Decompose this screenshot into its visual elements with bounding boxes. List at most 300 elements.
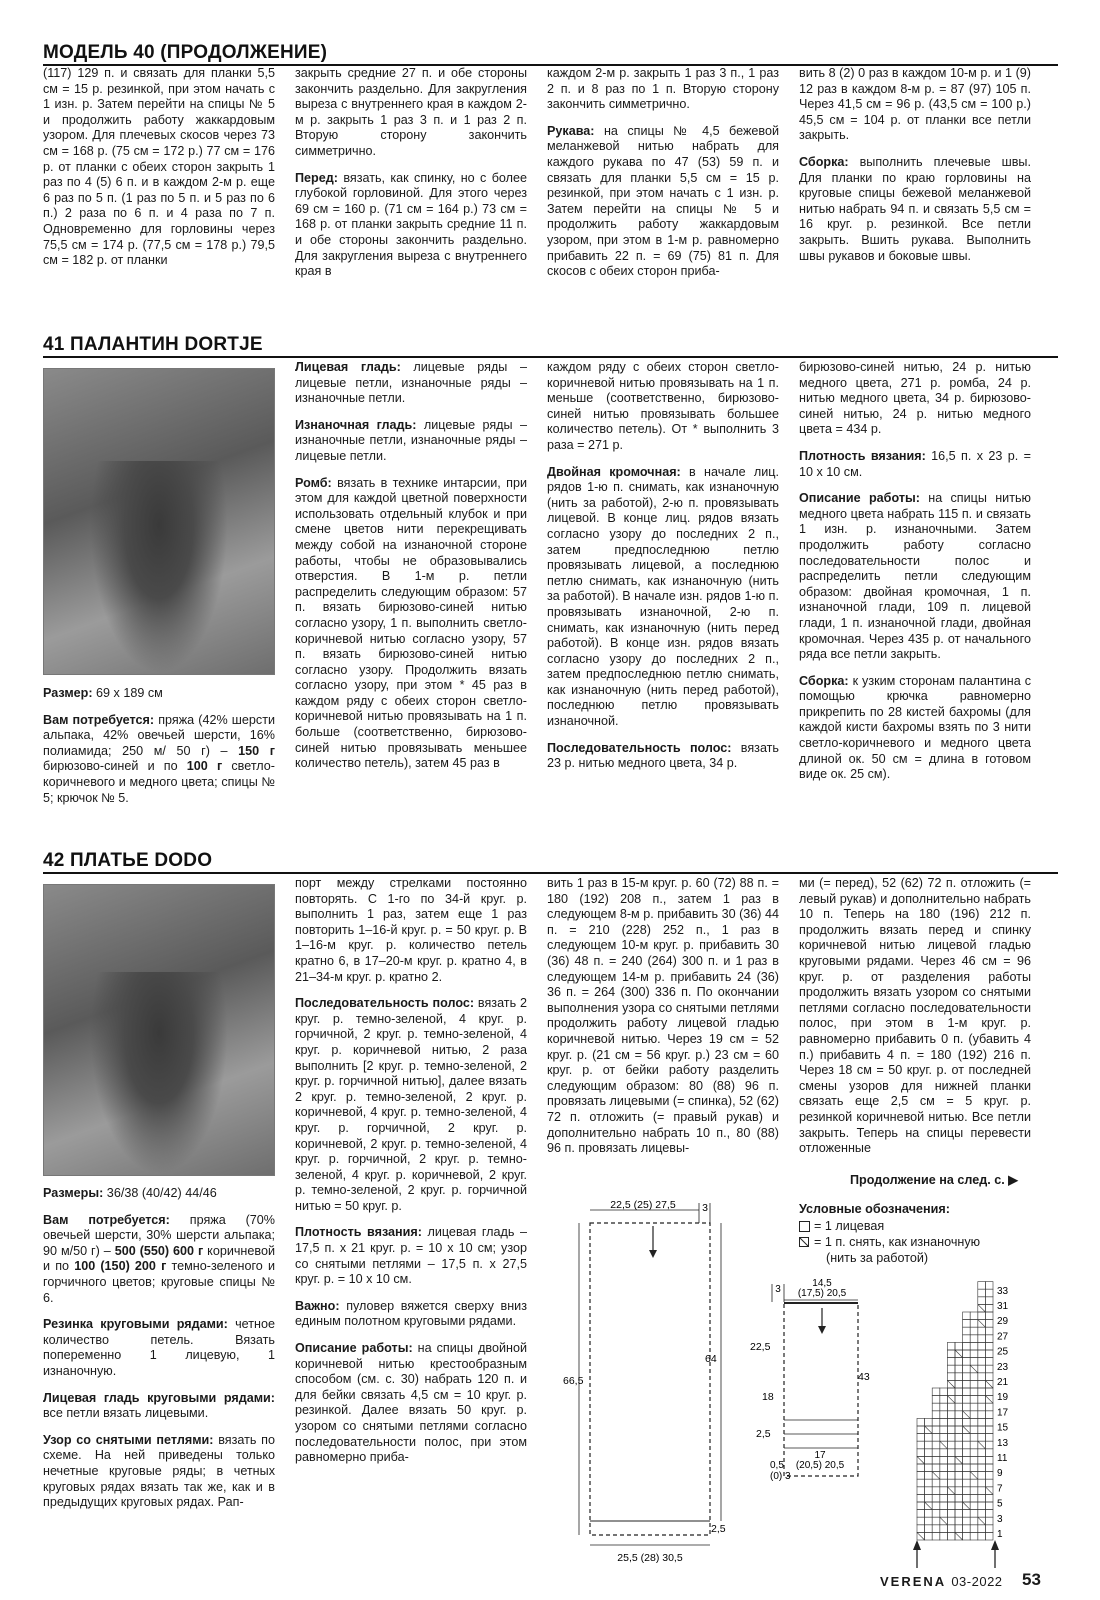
chart-row-label: 29 — [997, 1316, 1009, 1328]
chart-row-label: 21 — [997, 1377, 1009, 1388]
chart-cell — [985, 1373, 993, 1381]
chart-row-label: 13 — [997, 1437, 1009, 1449]
chart-cell — [963, 1532, 971, 1540]
chart-slip-mark — [970, 1472, 978, 1480]
chart-cell — [963, 1456, 971, 1464]
chart-cell — [955, 1365, 963, 1373]
chart-cell — [932, 1487, 940, 1495]
chart-cell — [978, 1297, 986, 1305]
body-schematic — [555, 1198, 755, 1568]
model40-assembly-text: выполнить плечевые швы. Для планки по краю горловины на круговые спицы бежевой меланжевой нитью набрать 94 п. и связать 5,5 см = 16 круг. р. резинкой. Все петли закрыть. Вшить рукава. Выполнить швы рукавов и боковые швы. — [799, 154, 1031, 263]
chart-cell — [978, 1289, 986, 1297]
chart-cell — [985, 1510, 993, 1518]
chart-cell — [978, 1350, 986, 1358]
chart-cell — [955, 1472, 963, 1480]
model42-col3 — [547, 876, 779, 1168]
chart-cell — [947, 1373, 955, 1381]
chart-cell — [985, 1282, 993, 1290]
chart-cell — [963, 1434, 971, 1442]
sleeve-left-label3: 2,5 — [756, 1428, 771, 1440]
sleeve-left-label1: 22,5 — [750, 1341, 771, 1353]
model40-col4 — [799, 66, 1031, 275]
chart-cell — [940, 1464, 948, 1472]
chart-cell — [978, 1456, 986, 1464]
chart-cell — [970, 1388, 978, 1396]
chart-cell — [955, 1380, 963, 1388]
chart-cell — [970, 1358, 978, 1366]
chart-cell — [925, 1479, 933, 1487]
sleeve-top-l-label: 3 — [775, 1284, 781, 1295]
chart-cell — [985, 1365, 993, 1373]
model42-c2-text1: вязать 2 круг. р. темно-зеленой, 4 круг. р. горчичной, 2 круг. р. темно-зеленой, 4 круг. р. коричневой нитью, 2 раза выполнить [2 круг. р. темно-зеленой, 2 круг. р. горчичной нитью], далее вязать 2 круг. р. темно-зеленой, 2 круг. р. коричневой, 4 круг. р. темно-зеленой, 4 круг. р. горчичной, 2 круг. р. коричневой, 2 круг. р. темно-зеленой, 4 круг. р. горчичной, 2 круг. р. темно-зеленой, 4 круг. р. коричневой, 2 круг. р. темно-зеленой, 2 круг. р. горчичной нитью = 50 круг. р. — [295, 996, 527, 1213]
model42-c4-text0: ми (= перед), 52 (62) 72 п. отложить (= левый рукав) и дополнительно набрать 10 п. Теперь на 180 (196) 212 п. продолжить вязать перед и спинку коричневой нитью лицевой гладью круговыми рядами. Через 46 см = 96 круг. р. от разделения работы продолжить вязать узором со снятыми петлями согласно последовательности полос, при этом в 1-м круг. р. равномерно прибавить 0 п. (убавить 4 п.) прибавить 4 п. = 180 (192) 216 п. Через 18 см = 50 круг. р. от последней смены узоров для нижней планки связать еще 2,5 см = 5 круг. р. резинкой коричневой нитью. Все петли закрыть. Теперь на спицы перевести отложенные — [799, 876, 1031, 1156]
model42-title: 42 ПЛАТЬЕ DODO — [43, 850, 213, 871]
chart-cell — [932, 1388, 940, 1396]
chart-cell — [978, 1380, 986, 1388]
chart-cell — [925, 1472, 933, 1480]
chart-cell — [970, 1380, 978, 1388]
model41-need-2: бирюзово-синей и по — [43, 759, 187, 774]
chart-cell — [940, 1479, 948, 1487]
model40-col2a-text: закрыть средние 27 п. и обе стороны закончить раздельно. Для закругления выреза с внутреннего края в каждом 2-м р. закрыть 1 раз 3 п. и 1 раз 2 п. Вторую сторону закончить симметрично. — [295, 66, 527, 158]
chart-slip-mark — [963, 1411, 971, 1419]
model41-col1 — [43, 686, 275, 817]
chart-slip-mark — [978, 1304, 986, 1312]
chart-cell — [947, 1456, 955, 1464]
chart-cell — [932, 1479, 940, 1487]
chart-cell — [940, 1418, 948, 1426]
chart-cell — [963, 1464, 971, 1472]
chart-cell — [963, 1472, 971, 1480]
chart-cell — [955, 1487, 963, 1495]
chart-cell — [963, 1396, 971, 1404]
chart-cell — [940, 1487, 948, 1495]
model41-c2-text1: лицевые ряды – лицевые петли, изнаночные ряды – изнаночные петли. — [295, 360, 527, 406]
chart-cell — [978, 1449, 986, 1457]
chart-cell — [955, 1373, 963, 1381]
chart-cell — [947, 1472, 955, 1480]
chart-cell — [985, 1456, 993, 1464]
chart-cell — [978, 1426, 986, 1434]
chart-cell — [932, 1517, 940, 1525]
chart-cell — [985, 1472, 993, 1480]
model42-c2-label1: Последовательность полос: — [295, 996, 475, 1011]
chart-cell — [985, 1517, 993, 1525]
chart-cell — [963, 1510, 971, 1518]
stitch-chart-grid — [917, 1282, 993, 1540]
chart-cell — [955, 1403, 963, 1411]
chart-cell — [978, 1373, 986, 1381]
chart-cell — [978, 1418, 986, 1426]
chart-cell — [978, 1403, 986, 1411]
chart-cell — [985, 1388, 993, 1396]
chart-cell — [917, 1510, 925, 1518]
chart-cell — [925, 1494, 933, 1502]
model40-col4a-text: вить 8 (2) 0 раз в каждом 10-м р. и 1 (9) 12 раз в каждом 8-м р. = 87 (97) 105 п. Через 41,5 см = 96 р. (43,5 см = 100 р.) 45,5 см = 104 р. от планки все петли закрыть. — [799, 66, 1031, 143]
chart-cell — [947, 1517, 955, 1525]
chart-cell — [970, 1487, 978, 1495]
chart-cell — [947, 1358, 955, 1366]
chart-cell — [978, 1494, 986, 1502]
chart-cell — [985, 1532, 993, 1540]
chart-cell — [925, 1449, 933, 1457]
chart-cell — [940, 1472, 948, 1480]
chart-cell — [985, 1342, 993, 1350]
model41-rule — [43, 356, 1058, 358]
stitch-chart — [905, 1278, 1025, 1578]
chart-row-label: 9 — [997, 1468, 1003, 1480]
model40-col2 — [295, 66, 527, 291]
chart-cell — [947, 1441, 955, 1449]
model41-col2 — [295, 360, 527, 783]
chart-row-label: 23 — [997, 1361, 1009, 1373]
chart-cell — [963, 1358, 971, 1366]
chart-cell — [955, 1494, 963, 1502]
model42-st-label: Лицевая гладь круговыми рядами: — [43, 1390, 275, 1405]
sleeve-bottom-label: 17 — [814, 1450, 826, 1461]
chart-cell — [955, 1502, 963, 1510]
chart-cell — [985, 1479, 993, 1487]
chart-cell — [970, 1464, 978, 1472]
model41-need-3: светло-коричневого и медного цвета; спицы № 5; крючок № 5. — [43, 759, 275, 805]
chart-cell — [978, 1472, 986, 1480]
chart-cell — [985, 1494, 993, 1502]
sleeve-top-label: 14,5 — [812, 1278, 832, 1289]
chart-cell — [963, 1350, 971, 1358]
chart-slip-mark — [925, 1502, 933, 1510]
chart-cell — [917, 1502, 925, 1510]
chart-cell — [932, 1525, 940, 1533]
model41-need-label: Вам потребуется: — [43, 712, 155, 727]
chart-cell — [947, 1350, 955, 1358]
chart-cell — [917, 1472, 925, 1480]
model42-rule — [43, 872, 1058, 874]
footer-magazine — [880, 1574, 1003, 1589]
chart-cell — [955, 1479, 963, 1487]
chart-slip-mark — [970, 1365, 978, 1373]
chart-cell — [925, 1418, 933, 1426]
chart-cell — [947, 1502, 955, 1510]
chart-cell — [978, 1327, 986, 1335]
chart-cell — [985, 1320, 993, 1328]
model41-need-1: пряжа (42% шерсти альпака, 42% овечьей шерсти, 16% полиамида; 250 м/ 50 г) – — [43, 712, 276, 758]
chart-cell — [970, 1411, 978, 1419]
page-number: 53 — [1022, 1570, 1041, 1589]
chart-cell — [985, 1289, 993, 1297]
legend-item-slip — [799, 1235, 980, 1249]
sleeve-arrow-icon — [818, 1326, 826, 1334]
chart-slip-mark — [985, 1487, 993, 1495]
chart-cell — [970, 1456, 978, 1464]
model40-title: МОДЕЛЬ 40 (ПРОДОЛЖЕНИЕ) — [43, 42, 328, 63]
model41-title: 41 ПАЛАНТИН DORTJE — [43, 334, 263, 355]
chart-cell — [970, 1502, 978, 1510]
chart-cell — [978, 1335, 986, 1343]
chart-cell — [917, 1487, 925, 1495]
chart-cell — [917, 1441, 925, 1449]
chart-cell — [940, 1388, 948, 1396]
model41-need-b2: 100 г — [186, 759, 223, 774]
model41-c4-text0: бирюзово-синей нитью, 24 р. нитью медного цвета, 271 р. ромба, 24 р. нитью медного цвета, 34 р. бирюзово-синей нитью, 24 р. нитью медного цвета = 434 р. — [799, 360, 1031, 437]
chart-cell — [917, 1517, 925, 1525]
chart-slip-mark — [917, 1532, 925, 1540]
chart-cell — [978, 1510, 986, 1518]
model40-col1 — [43, 66, 275, 280]
chart-arrow-left-icon — [913, 1540, 921, 1550]
chart-cell — [947, 1449, 955, 1457]
chart-cell — [940, 1396, 948, 1404]
chart-cell — [985, 1525, 993, 1533]
model41-size-label: Размер: — [43, 686, 93, 700]
chart-row-label: 17 — [997, 1407, 1009, 1419]
chart-cell — [932, 1502, 940, 1510]
chart-cell — [955, 1441, 963, 1449]
chart-cell — [940, 1525, 948, 1533]
stitch-chart-row-labels — [997, 1286, 1009, 1540]
chart-cell — [940, 1456, 948, 1464]
model42-c2-label2: Плотность вязания: — [295, 1225, 422, 1240]
chart-cell — [978, 1365, 986, 1373]
model42-need-b1: 500 (550) 600 г — [114, 1243, 204, 1258]
chart-cell — [917, 1525, 925, 1533]
chart-cell — [947, 1464, 955, 1472]
chart-cell — [940, 1403, 948, 1411]
chart-cell — [978, 1525, 986, 1533]
chart-cell — [963, 1494, 971, 1502]
chart-slip-mark — [947, 1487, 955, 1495]
model42-sl-text: вязать по схеме. На ней приведены только нечетные круговые ряды; в четных круговых рядах вязать так же, как и в предыдущих круговых рядах. Рап- — [43, 1432, 275, 1510]
chart-cell — [985, 1335, 993, 1343]
model41-c3-text2: вязать 23 р. нитью медного цвета, 34 р. — [547, 740, 779, 771]
legend-slip-text: = 1 п. снять, как изнаночную — [814, 1235, 981, 1249]
chart-cell — [940, 1449, 948, 1457]
chart-cell — [963, 1365, 971, 1373]
chart-cell — [955, 1464, 963, 1472]
chart-cell — [978, 1532, 986, 1540]
chart-row-label: 7 — [997, 1483, 1003, 1495]
model42-col1 — [43, 1186, 275, 1522]
model42-c2-label4: Описание работы: — [295, 1341, 413, 1356]
footer-issue: 03-2022 — [951, 1574, 1003, 1589]
chart-row-label: 1 — [997, 1529, 1003, 1540]
chart-cell — [963, 1525, 971, 1533]
model42-sizes-label: Размеры: — [43, 1186, 104, 1200]
chart-row-label: 27 — [997, 1331, 1009, 1343]
chart-slip-mark — [985, 1396, 993, 1404]
chart-cell — [947, 1532, 955, 1540]
chart-cell — [970, 1373, 978, 1381]
chart-cell — [970, 1441, 978, 1449]
chart-cell — [932, 1456, 940, 1464]
chart-cell — [963, 1479, 971, 1487]
chart-cell — [963, 1327, 971, 1335]
chart-cell — [963, 1320, 971, 1328]
chart-cell — [978, 1464, 986, 1472]
sleeve-bl1-label: 0,5 — [770, 1460, 784, 1471]
footer-magazine-name: VERENA — [880, 1574, 946, 1589]
model41-col4 — [799, 360, 1031, 794]
legend-item-knit — [799, 1219, 884, 1233]
chart-cell — [932, 1449, 940, 1457]
chart-slip-mark — [940, 1441, 948, 1449]
model41-col3 — [547, 360, 779, 783]
body-right-label: 64 — [705, 1353, 717, 1365]
chart-cell — [963, 1487, 971, 1495]
chart-cell — [925, 1456, 933, 1464]
chart-row-label: 5 — [997, 1498, 1003, 1510]
chart-cell — [970, 1517, 978, 1525]
model40-sleeves-text: на спицы № 4,5 бежевой меланжевой нитью набрать для каждого рукава по 47 (53) 59 п. и связать для планки 5,5 см = 15 р. резинкой, при этом начать с 1 изн. р. Затем перейти на спицы № 5 и продолжить работу жаккардовым узором, при этом в 1-м р. равномерно прибавить 22 п. = 69 (75) 81 п. Для скосов с обеих сторон приба- — [547, 123, 779, 279]
model40-sleeves-label: Рукава: — [547, 123, 595, 138]
chart-cell — [970, 1449, 978, 1457]
model42-c2-text4: на спицы двойной коричневой нитью крестообразным способом (см. с. 30) набрать 120 п. и для бейки связать 4,5 см = 10 круг. р. резинкой. Далее вязать 50 круг. р. узором со снятыми петлями согласно последовательности полос, при этом равномерно приба- — [295, 1341, 527, 1465]
chart-cell — [963, 1441, 971, 1449]
body-bottom-label: 25,5 (28) 30,5 — [617, 1552, 683, 1564]
chart-cell — [970, 1532, 978, 1540]
chart-cell — [970, 1434, 978, 1442]
chart-cell — [947, 1525, 955, 1533]
chart-cell — [963, 1373, 971, 1381]
chart-cell — [940, 1510, 948, 1518]
chart-cell — [947, 1426, 955, 1434]
chart-cell — [970, 1403, 978, 1411]
chart-slip-mark — [955, 1532, 963, 1540]
chart-cell — [917, 1449, 925, 1457]
chart-row-label: 11 — [997, 1453, 1008, 1464]
chart-cell — [978, 1388, 986, 1396]
chart-cell — [932, 1441, 940, 1449]
body-band-label: 2,5 — [711, 1523, 726, 1535]
sleeve-schematic — [750, 1270, 910, 1570]
model42-c3-text0: вить 1 раз в 15-м круг. р. 60 (72) 88 п. = 180 (192) 208 п., затем 1 раз в следующем 8-м р. прибавить 30 (36) 44 п. = 210 (228) 252 п., 1 раз в следующем 10-м круг. р. прибавить 30 (36) 48 п. = 240 (264) 300 п. и 1 раз в следующем 14-м р. прибавить 24 (36) 36 п. = 264 (300) 336 п. По окончании выполнения узора со снятыми петлями продолжить работу лицевой гладью коричневой нитью. Через 19 см = 52 круг. р. (21 см = 56 круг. р.) 23 см = 60 круг. р. от бейки работу разделить следующим образом: 80 (88) 96 п. провязать лицевыми (= спинка), 52 (62) 72 п. отложить (= правый рукав) и дополнительно набрать 10 п., 80 (88) 96 п. провязать лицевы- — [547, 876, 779, 1156]
model41-c2-label1: Лицевая гладь: — [295, 360, 401, 374]
model40-front-text: вязать, как спинку, но с более глубокой горловиной. Для этого через 69 см = 160 р. (71 см = 164 р.) 73 см = 168 р. от планки закрыть средние 11 п. и обе стороны закончить раздельно. Для закругления выреза с внутреннего края в — [295, 170, 527, 279]
chart-cell — [947, 1510, 955, 1518]
chart-cell — [985, 1441, 993, 1449]
chart-cell — [947, 1403, 955, 1411]
chart-cell — [925, 1434, 933, 1442]
chart-cell — [970, 1327, 978, 1335]
chart-slip-mark — [940, 1517, 948, 1525]
chart-row-label: 15 — [997, 1422, 1009, 1434]
chart-cell — [985, 1312, 993, 1320]
chart-cell — [932, 1532, 940, 1540]
chart-cell — [970, 1525, 978, 1533]
chart-cell — [917, 1479, 925, 1487]
chart-cell — [963, 1312, 971, 1320]
chart-slip-mark — [917, 1456, 925, 1464]
chart-cell — [978, 1502, 986, 1510]
legend-knit-text: = 1 лицевая — [814, 1219, 885, 1233]
chart-cell — [978, 1479, 986, 1487]
chart-slip-mark — [947, 1396, 955, 1404]
chart-cell — [947, 1411, 955, 1419]
chart-cell — [947, 1365, 955, 1373]
chart-row-label: 33 — [997, 1285, 1009, 1297]
chart-slip-mark — [963, 1426, 971, 1434]
chart-cell — [925, 1441, 933, 1449]
model40-col3 — [547, 66, 779, 291]
chart-cell — [947, 1388, 955, 1396]
model40-col1-text: (117) 129 п. и связать для планки 5,5 см = 15 р. резинкой, при этом начать с 1 изн. р. Затем перейти на спицы № 5 и продолжить работу жаккардовым узором. Для плечевых скосов через 73 см = 168 р. (75 см = 172 р.) 77 см = 176 р. от планки с обеих сторон закрыть 1 раз по 4 (5) 6 п. и в каждом 2-м р. еще 6 раз по 5 п. (1 раз по 5 п. и 5 раз по 6 п.) 2 раза по 6 п. и 4 раза по 7 п. Одновременно для горловины через 75,5 см = 174 р. (77,5 см = 178 р.) 79,5 см = 182 р. от планки — [43, 66, 275, 268]
model42-need-b2: 100 (150) 200 г — [74, 1259, 167, 1274]
model41-size: 69 х 189 см — [92, 686, 163, 700]
continued-note: Продолжение на след. с. ▶ — [850, 1173, 1018, 1187]
model41-photo-figure — [90, 461, 228, 675]
chart-cell — [940, 1411, 948, 1419]
chart-row-label: 25 — [997, 1346, 1009, 1358]
chart-cell — [932, 1510, 940, 1518]
chart-cell — [985, 1403, 993, 1411]
chart-cell — [947, 1494, 955, 1502]
chart-cell — [917, 1434, 925, 1442]
model41-need-b1: 150 г — [238, 743, 275, 758]
chart-cell — [970, 1494, 978, 1502]
chart-cell — [985, 1426, 993, 1434]
chart-cell — [970, 1312, 978, 1320]
chart-cell — [963, 1403, 971, 1411]
model42-need-3: темно-зеленого и горчичного цветов; круговые спицы № 6. — [43, 1259, 275, 1305]
model42-c2-text2: лицевая гладь – 17,5 п. х 21 круг. р. = 10 х 10 см; узор со снятыми петлями – 17,5 п. х 27,5 круг. р. = 10 х 10 см. — [295, 1225, 527, 1287]
chart-cell — [925, 1487, 933, 1495]
chart-slip-mark — [978, 1517, 986, 1525]
model42-photo — [43, 884, 275, 1176]
chart-cell — [985, 1502, 993, 1510]
chart-cell — [985, 1297, 993, 1305]
chart-cell — [955, 1434, 963, 1442]
chart-cell — [970, 1350, 978, 1358]
chart-cell — [925, 1510, 933, 1518]
chart-cell — [970, 1396, 978, 1404]
chart-cell — [963, 1449, 971, 1457]
chart-cell — [917, 1418, 925, 1426]
body-top-r-label: 3 — [702, 1202, 708, 1214]
model40-front-label: Перед: — [295, 170, 338, 185]
chart-cell — [985, 1418, 993, 1426]
chart-cell — [955, 1418, 963, 1426]
chart-cell — [963, 1380, 971, 1388]
chart-cell — [985, 1304, 993, 1312]
model41-c4-text2: на спицы нитью медного цвета набрать 115 п. и связать 1 изн. р. изнаночными. Затем продолжить работу согласно последовательности полос и распределить петли следующим образом: двойная кромочная, 1 п. изнаночной глади, 109 п. лицевой глади, 1 п. изнаночной глади, двойная кромочная. Через 435 р. от начального ряда все петли закрыть. — [799, 491, 1031, 662]
chart-cell — [932, 1411, 940, 1419]
model42-rib-text: четное количество петель. Вязать попеременно 1 лицевую, 1 изнаночную. — [43, 1317, 275, 1378]
chart-slip-mark — [955, 1350, 963, 1358]
chart-cell — [947, 1418, 955, 1426]
model41-c2-text3: вязать в технике интарсии, при этом для каждой цветной поверхности использовать отдельный клубок и при смене цветов нити перекрещивать между собой на изнаночной стороне работы, чтобы не образовывались отверстия. В 1-м р. петли распределить следующим образом: 57 п. вязать бирюзово-синей нитью согласно узору, 1 п. выполнить светло-коричневой нитью согласно узору, 57 п. вязать бирюзово-синей нитью согласно узору. Продолжить вязать согласно узору, при этом * 45 раз в каждом ряду с обеих сторон светло-коричневой нитью провязывать на 1 п. больше (соответственно, бирюзово-синей нитью провязывать меньшее количество петель), затем 45 раз в — [295, 475, 527, 771]
chart-slip-mark — [932, 1472, 940, 1480]
legend-slip-icon — [799, 1237, 810, 1248]
chart-cell — [978, 1487, 986, 1495]
chart-slip-mark — [955, 1456, 963, 1464]
model41-c3-text0: каждом ряду с обеих сторон светло-коричневой нитью провязывать на 1 п. меньше (соответственно, бирюзово-синей нитью провязывать большее количество петель). От * выполнить 3 раза = 271 р. — [547, 360, 779, 452]
chart-cell — [985, 1449, 993, 1457]
chart-cell — [963, 1388, 971, 1396]
chart-cell — [978, 1434, 986, 1442]
model42-col4 — [799, 876, 1031, 1168]
model42-need-1: пряжа (70% овечьей шерсти, 30% шерсти альпака; 90 м/50 г) – — [43, 1212, 276, 1258]
model41-c2-label3: Ромб: — [295, 475, 332, 490]
chart-cell — [985, 1464, 993, 1472]
body-top-label: 22,5 (25) 27,5 — [610, 1199, 676, 1211]
model41-c4-label2: Описание работы: — [799, 491, 920, 506]
chart-cell — [940, 1532, 948, 1540]
chart-cell — [917, 1494, 925, 1502]
chart-cell — [932, 1403, 940, 1411]
chart-cell — [985, 1411, 993, 1419]
sleeve-top-edge — [784, 1302, 858, 1304]
model42-need-2: коричневой и по — [43, 1243, 275, 1274]
chart-cell — [932, 1418, 940, 1426]
